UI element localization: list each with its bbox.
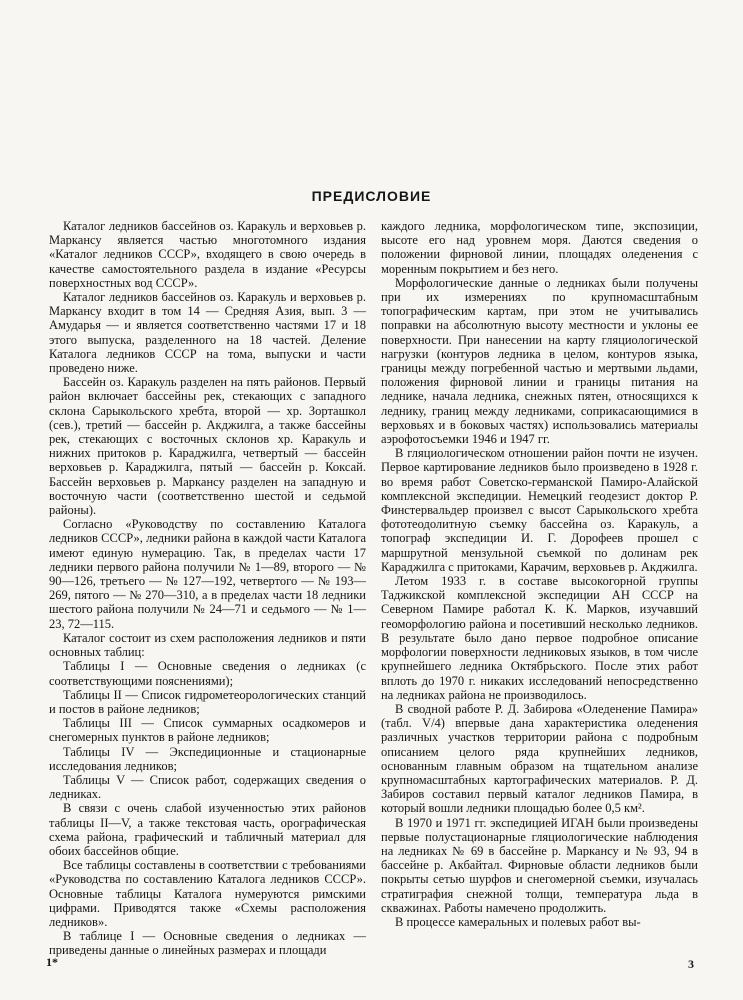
paragraph: Бассейн оз. Каракуль разделен на пять районов. Первый район включает бассейны рек, стекающих с западного склона Сарыкольского хребта, второй — хр. Зорташкол (сев.), третий — бассейн р. Акджилга, а также бассейны рек, стекающих с восточных склонов хр. Каракуль и нижних притоков р. Караджилга, четвертый — бассейн верховьев р. Караджилга, пятый — бассейн р. Коксай. Бассейн верховьев р. Маркансу разделен на западную и восточную части (соответственно шестой и седьмой районы).	[49, 375, 366, 518]
paragraph: Морфологические данные о ледниках были получены при их измерениях по крупномасштабным топографическим картам, при этом не учитывались поправки на абсолютную высоту местности и уклоны ее поверхности. При нанесении на карту гляциологической нагрузки (контуров ледника в целом, контуров языка, границы между погребенной частью и мертвыми льдами, положения фирновой линии и границы питания на леднике, начала ледника, снежных пятен, относящихся к леднику, границ между ледниками, соприкасающимися в верховьях и в боковых частях) использовались материалы аэрофотосъемки 1946 и 1947 гг.	[381, 275, 698, 447]
paragraph: Каталог состоит из схем расположения ледников и пяти основных таблиц:	[49, 630, 366, 660]
table-list-item: Таблицы IV — Экспедиционные и стационарные исследования ледников;	[49, 744, 366, 773]
paragraph: Каталог ледников бассейнов оз. Каракуль и верховьев р. Маркансу входит в том 14 — Средняя Азия, вып. 3 — Амударья — и является соответственно частями 17 и 18 этого выпуска, разделенного на 18 частей. Деление Каталога ледников СССР на тома, выпуски и части проведено ниже.	[49, 290, 366, 376]
paragraph: Каталог ледников бассейнов оз. Каракуль и верховьев р. Маркансу является частью многотомного издания «Каталог ледников СССР», входящего в свою очередь в качестве самостоятельного раздела в издание «Ресурсы поверхностных вод СССР».	[49, 219, 366, 290]
paragraph: В 1970 и 1971 гг. экспедицией ИГАН были произведены первые полустационарные гляциологические наблюдения на ледниках № 69 в бассейне р. Маркансу и № 93, 94 в бассейне р. Акбайтал. Фирновые области ледников были покрыты сетью шурфов и снегомерной съемки, изучалась стратиграфия снежной толщи, температура льда в скважинах. Работы намечено продолжить.	[381, 815, 698, 915]
paragraph: В гляциологическом отношении район почти не изучен. Первое картирование ледников было произведено в 1928 г. во время работ Советско-германской Памиро-Алайской комплексной экспедиции. Немецкий геодезист доктор Р. Финстервальдер произвел с высот Сарыкольского хребта фототеодолитную съемку бассейна оз. Каракуль, а топограф экспедиции И. Г. Дорофеев прошел с маршрутной мензульной съемкой по долинам рек Караджилга с притоками, Карачим, верховьев р. Акджилга.	[381, 446, 698, 574]
paragraph: В процессе камеральных и полевых работ вы-	[395, 914, 641, 929]
right-text-column	[381, 219, 698, 929]
paragraph-continuation: каждого ледника, морфологическом типе, экспозиции, высоте его над уровнем моря. Даются сведения о положении фирновой линии, площадях оледенения с моренным покрытием и без него.	[381, 219, 698, 276]
paragraph: В связи с очень слабой изученностью этих районов таблицы II—V, а также текстовая часть, орографическая схема района, графический и табличный материал для обоих бассейнов общие.	[49, 801, 366, 858]
paragraph: В таблице I — Основные сведения о ледниках — приведены данные о линейных размерах и площади	[49, 929, 366, 958]
table-list-item: Таблицы II — Список гидрометеорологических станций и постов в районе ледников;	[49, 687, 366, 716]
table-list-item: Таблицы III — Список суммарных осадкомеров и снегомерных пунктов в районе ледников;	[49, 716, 366, 745]
page-number: 3	[688, 957, 694, 971]
page-title: ПРЕДИСЛОВИЕ	[311, 188, 432, 204]
left-text-column	[49, 219, 366, 958]
table-list-item: Таблицы V — Список работ, содержащих сведения о ледниках.	[49, 772, 366, 802]
paragraph: Согласно «Руководству по составлению Каталога ледников СССР», ледники района в каждой части Каталога имеют единую нумерацию. Так, в пределах части 17 ледники первого района получили № 1—89, второго — № 90—126, третьего — № 127—192, четвертого — № 193—269, пятого — № 270—310, а в пределах части 18 ледники шестого района получили № 24—71 и седьмого — № 1—23, 72—115.	[49, 517, 366, 631]
paragraph: В сводной работе Р. Д. Забирова «Оледенение Памира» (табл. V/4) впервые дана характеристика оледенения различных участков территории района с подробным описанием целого ряда крупнейших ледников, основанным главным образом на тщательном анализе крупномасштабных картографических материалов. Р. Д. Забиров составил первый каталог ледников Памира, в который вошли ледники площадью более 0,5 км².	[381, 701, 698, 816]
signature-mark: 1*	[46, 955, 58, 969]
table-list-item: Таблицы I — Основные сведения о ледниках (с соответствующими пояснениями);	[49, 659, 366, 688]
paragraph: Все таблицы составлены в соответствии с требованиями «Руководства по составлению Каталога ледников СССР». Основные таблицы Каталога нумеруются римскими цифрами. Приводятся также «Схемы расположения ледников».	[49, 858, 366, 929]
paragraph: Летом 1933 г. в составе высокогорной группы Таджикской комплексной экспедиции АН СССР на Северном Памире работал К. К. Марков, изучавший геоморфологию района и посетивший несколько ледников. В результате было дано первое подробное описание морфологии поверхности ледниковых языков, в том числе крупнейшего ледника Октябрьского. После этих работ вплоть до 1970 г. никаких исследований непосредственно на ледниках района не производилось.	[381, 574, 698, 702]
